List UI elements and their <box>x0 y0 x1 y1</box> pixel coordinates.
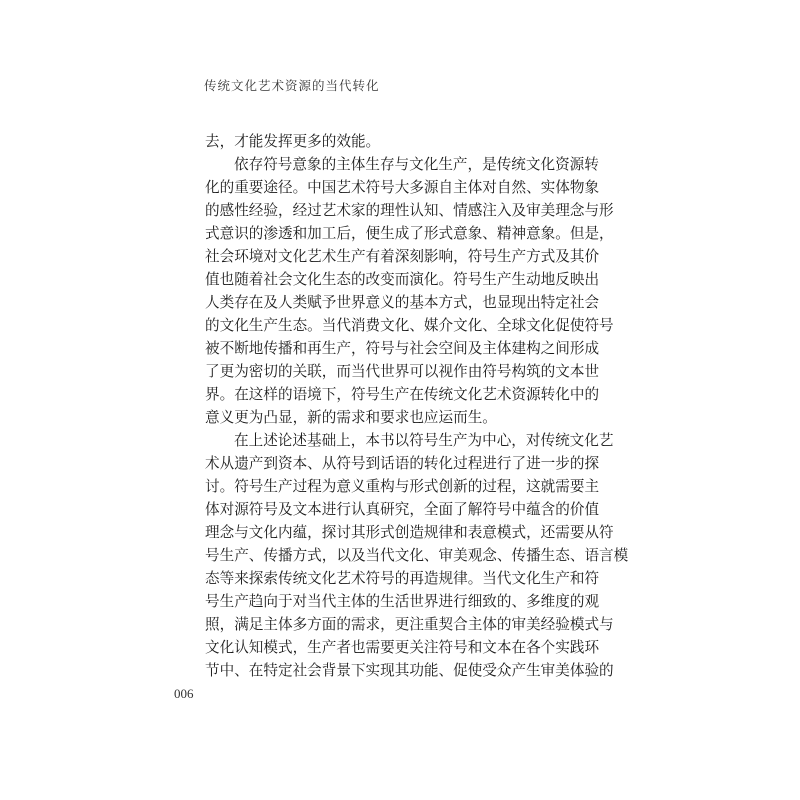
text-line: 被不断地传播和再生产，符号与社会空间及主体建构之间形成 <box>205 340 600 357</box>
text-line: 体对源符号及文本进行认真研究，全面了解符号中蕴含的价值 <box>205 501 600 518</box>
text-line: 在上述论述基础上，本书以符号生产为中心，对传统文化艺 <box>234 432 614 449</box>
text-line: 去，才能发挥更多的效能。 <box>205 133 381 150</box>
text-line: 态等来探索传统文化艺术符号的再造规律。当代文化生产和符 <box>205 570 600 587</box>
text-line: 号生产趋向于对当代主体的生活世界进行细致的、多维度的观 <box>205 593 600 610</box>
text-line: 节中、在特定社会背景下实现其功能、促使受众产生审美体验的 <box>205 662 614 679</box>
body-text <box>205 130 629 682</box>
text-line: 照，满足主体多方面的需求，更注重契合主体的审美经验模式与 <box>205 616 614 633</box>
text-line: 界。在这样的语境下，符号生产在传统文化艺术资源转化中的 <box>205 386 600 403</box>
text-line: 了更为密切的关联，而当代世界可以视作由符号构筑的文本世 <box>205 363 600 380</box>
text-line: 人类存在及人类赋予世界意义的基本方式，也显现出特定社会 <box>205 294 600 311</box>
text-line: 讨。符号生产过程为意义重构与形式创新的过程，这就需要主 <box>205 478 600 495</box>
text-line: 式意识的渗透和加工后，便生成了形式意象、精神意象。但是， <box>205 225 614 242</box>
text-line: 的文化生产生态。当代消费文化、媒介文化、全球文化促使符号 <box>205 317 614 334</box>
text-line: 社会环境对文化艺术生产有着深刻影响，符号生产方式及其价 <box>205 248 600 265</box>
text-line: 理念与文化内蕴，探讨其形式创造规律和表意模式，还需要从符 <box>205 524 614 541</box>
running-header: 传统文化艺术资源的当代转化 <box>204 78 380 93</box>
text-line: 文化认知模式，生产者也需要更关注符号和文本在各个实践环 <box>205 639 600 656</box>
text-line: 号生产、传播方式，以及当代文化、审美观念、传播生态、语言模 <box>205 547 629 564</box>
text-line: 意义更为凸显，新的需求和要求也应运而生。 <box>205 409 497 426</box>
page-number: 006 <box>174 686 194 701</box>
text-line: 依存符号意象的主体生存与文化生产，是传统文化资源转 <box>234 156 599 173</box>
text-line: 值也随着社会文化生态的改变而演化。符号生产生动地反映出 <box>205 271 600 288</box>
text-line: 的感性经验，经过艺术家的理性认知、情感注入及审美理念与形 <box>205 202 614 219</box>
text-line: 术从遗产到资本、从符号到话语的转化过程进行了进一步的探 <box>205 455 600 472</box>
text-line: 化的重要途径。中国艺术符号大多源自主体对自然、实体物象 <box>205 179 600 196</box>
